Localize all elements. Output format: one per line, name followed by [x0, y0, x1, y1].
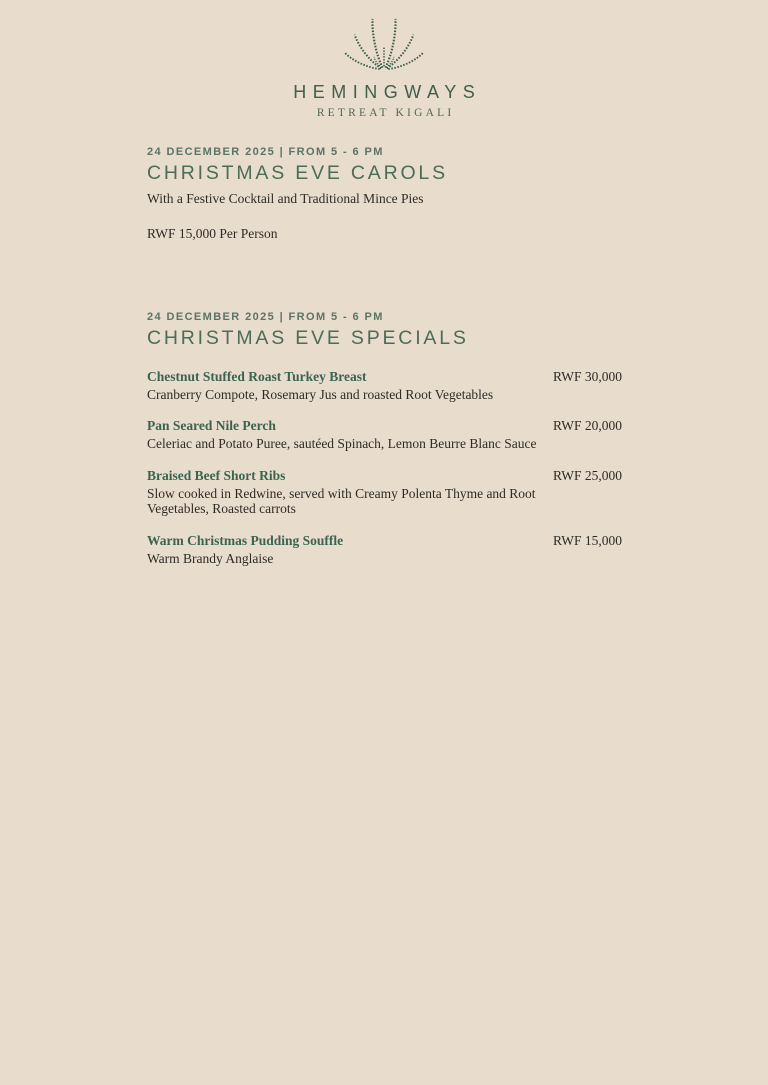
item-name: Chestnut Stuffed Roast Turkey Breast: [147, 368, 367, 384]
section-title: CHRISTMAS EVE SPECIALS: [147, 326, 469, 349]
item-name: Warm Christmas Pudding Souffle: [147, 532, 344, 548]
item-description: Celeriac and Potato Puree, sautéed Spinach, Lemon Beurre Blanc Sauce: [147, 436, 537, 451]
item-head: [147, 418, 622, 434]
item-price: RWF 25,000: [552, 467, 622, 483]
section-christmas-eve-specials: [147, 311, 622, 567]
brand-name: HEMINGWAYS: [293, 82, 482, 102]
brand-subtitle: RETREAT KIGALI: [316, 107, 455, 119]
menu-item-beef-short-ribs: [147, 468, 622, 517]
section-date-line: 24 DECEMBER 2025 | FROM 5 - 6 PM: [147, 146, 384, 158]
section-title: CHRISTMAS EVE CAROLS: [147, 162, 448, 184]
item-price: RWF 20,000: [552, 418, 622, 433]
item-head: [147, 533, 622, 549]
item-price: RWF 15,000: [552, 532, 622, 548]
item-name: Pan Seared Nile Perch: [147, 418, 276, 433]
menu-item-list: [147, 369, 622, 567]
section-subtitle: With a Festive Cocktail and Traditional Mince Pies: [147, 191, 424, 206]
menu-item-turkey-breast: [147, 369, 622, 403]
item-description: Warm Brandy Anglaise: [147, 550, 274, 566]
menu-content: [0, 146, 768, 566]
item-head: [147, 468, 622, 484]
menu-item-pudding-souffle: [147, 533, 622, 567]
item-head: [147, 369, 622, 385]
menu-item-nile-perch: [147, 418, 622, 452]
section-christmas-eve-carols: [147, 146, 622, 242]
item-description: Slow cooked in Redwine, served with Creamy Polenta Thyme and Root Vegetables, Roasted carrots: [147, 485, 536, 516]
section-date-line: 24 DECEMBER 2025 | FROM 5 - 6 PM: [147, 310, 384, 323]
item-description: Cranberry Compote, Rosemary Jus and roasted Root Vegetables: [147, 386, 494, 402]
per-person-price: RWF 15,000 Per Person: [147, 225, 278, 241]
item-price: RWF 30,000: [552, 368, 622, 384]
item-name: Braised Beef Short Ribs: [147, 467, 286, 483]
palm-fronds-icon: [341, 13, 427, 75]
brand-header: [0, 0, 768, 119]
